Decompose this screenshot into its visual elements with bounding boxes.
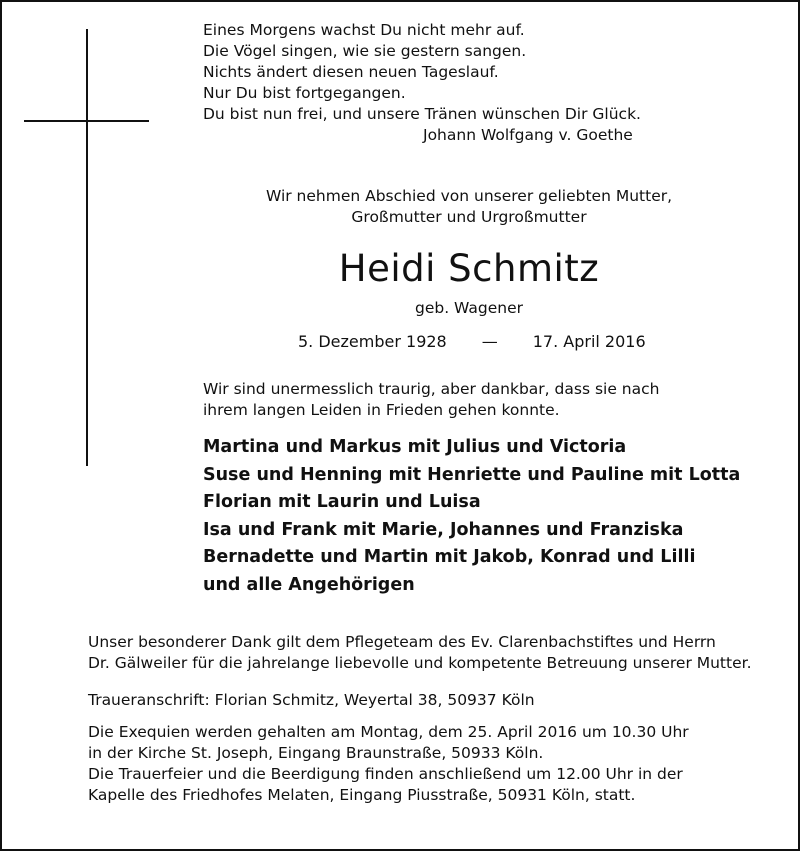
funeral-details (88, 722, 689, 806)
life-dates (298, 331, 646, 353)
funeral-line: Kapelle des Friedhofes Melaten, Eingang Piusstraße, 50931 Köln, statt. (88, 786, 636, 804)
intro-line: Wir nehmen Abschied von unserer geliebten Mutter, (265, 187, 673, 205)
statement-line: ihrem langen Leiden in Frieden gehen konnte. (203, 401, 560, 419)
poem-author: Johann Wolfgang v. Goethe (423, 126, 633, 144)
birth-date: 5. Dezember 1928 (298, 332, 447, 351)
family-member-line: und alle Angehörigen (203, 574, 415, 595)
thanks-line: Dr. Gälweiler für die jahrelange liebevolle und kompetente Betreuung unserer Mutter. (88, 654, 752, 672)
poem-line: Du bist nun frei, und unsere Tränen wünschen Dir Glück. (203, 105, 641, 123)
date-dash: — (481, 332, 498, 351)
poem-line: Eines Morgens wachst Du nicht mehr auf. (203, 21, 525, 39)
death-date: 17. April 2016 (532, 332, 646, 351)
poem-line: Die Vögel singen, wie sie gestern sangen. (203, 42, 527, 60)
thanks-note (88, 632, 752, 674)
mourning-address: Traueranschrift: Florian Schmitz, Weyertal 38, 50937 Köln (88, 691, 535, 709)
grief-statement (203, 379, 659, 421)
farewell-intro (206, 186, 732, 228)
statement-line: Wir sind unermesslich traurig, aber dankbar, dass sie nach (203, 380, 660, 398)
poem-line: Nur Du bist fortgegangen. (203, 84, 406, 102)
family-list (203, 434, 740, 599)
funeral-line: Die Exequien werden gehalten am Montag, dem 25. April 2016 um 10.30 Uhr (88, 723, 689, 741)
family-member-line: Isa und Frank mit Marie, Johannes und Franziska (203, 519, 684, 540)
deceased-name: Heidi Schmitz (338, 247, 600, 290)
poem-line: Nichts ändert diesen neuen Tageslauf. (203, 63, 499, 81)
cross-icon-vertical-beam (86, 29, 88, 466)
family-member-line: Suse und Henning mit Henriette und Pauline mit Lotta (203, 464, 741, 485)
funeral-line: in der Kirche St. Joseph, Eingang Braunstraße, 50933 Köln. (88, 744, 544, 762)
family-member-line: Florian mit Laurin und Luisa (203, 492, 481, 512)
thanks-line: Unser besonderer Dank gilt dem Pflegeteam des Ev. Clarenbachstiftes und Herrn (88, 633, 716, 651)
intro-line: Großmutter und Urgroßmutter (351, 208, 587, 226)
birth-name: geb. Wagener (414, 299, 523, 317)
cross-icon-horizontal-beam (24, 120, 149, 122)
family-member-line: Bernadette und Martin mit Jakob, Konrad und Lilli (203, 547, 696, 567)
funeral-line: Die Trauerfeier und die Beerdigung finden anschließend um 12.00 Uhr in der (88, 765, 683, 783)
poem (203, 20, 641, 146)
family-member-line: Martina und Markus mit Julius und Victoria (203, 437, 627, 457)
